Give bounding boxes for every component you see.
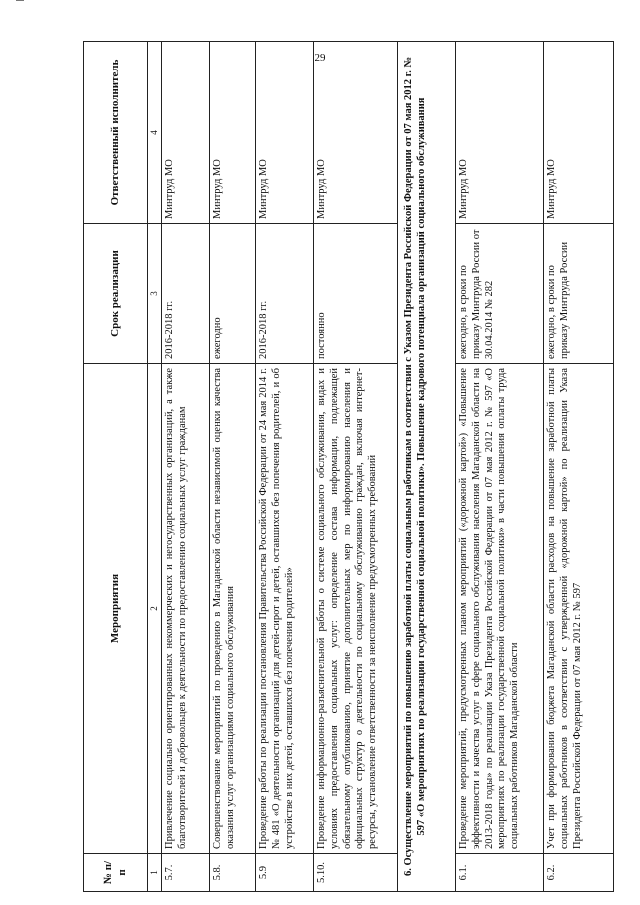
table-row — [255, 42, 313, 892]
row-executor: Минтруд МО — [543, 42, 613, 224]
row-activity: Проведение работы по реализации постановления Правительства Российской Федерации от 24 мая 2014 г. № 481 «О деятельности организаций для детей-сирот и детей, оставшихся без попечения родителей, и об устройстве в них детей, оставшихся без попечения родителей» — [255, 364, 313, 854]
col-number: 1 — [148, 854, 162, 892]
row-term: 2016-2018 гг. — [161, 224, 209, 364]
row-activity: Проведение мероприятий, предусмотренных планом мероприятий («дорожной картой») «Повышение эффективности и качества услуг в сфере социального обслуживания населения Магаданской области на 2013-2018 годы» по реализации Указа Президента Российской Федерации от 07 мая 2012 г. № 597 «О мероприятиях по реализации государственной социальной политики» в части повышения оплаты труда социальных работников Магаданской области — [455, 364, 543, 854]
row-activity: Учет при формировании бюджета Магаданской области расходов на повышение заработной платы социальных работников в соответствии с утвержденной «дорожной картой» по реализации Указа Президента Российской Федерации от 07 мая 2012 г. № 597 — [543, 364, 613, 854]
table-row — [313, 42, 397, 892]
row-activity: Привлечение социально ориентированных некоммерческих и негосударственных организаций, а также благотворителей и добровольцев к деятельности по предоставлению социальных услуг гражданам — [161, 364, 209, 854]
col-number: 3 — [148, 224, 162, 364]
row-executor: Минтруд МО — [455, 42, 543, 224]
row-activity: Совершенствование мероприятий по проведению в Магаданской области независимой оценки качества оказания услуг организациями социального обслуживания — [209, 364, 255, 854]
row-term: 2016-2018 гг. — [255, 224, 313, 364]
row-term: ежегодно — [209, 224, 255, 364]
column-number-row — [148, 42, 162, 892]
row-number: 5.9 — [255, 854, 313, 892]
row-term: ежегодно, в сроки по приказу Минтруда России — [543, 224, 613, 364]
row-executor: Минтруд МО — [313, 42, 397, 224]
col-number: 2 — [148, 364, 162, 854]
row-executor: Минтруд МО — [209, 42, 255, 224]
table-row — [543, 42, 613, 892]
table-row — [209, 42, 255, 892]
row-term: ежегодно, в сроки по приказу Минтруда России от 30.04.2014 № 282 — [455, 224, 543, 364]
row-number: 5.8. — [209, 854, 255, 892]
header-num: № п/п — [84, 854, 148, 892]
measures-table — [83, 41, 614, 892]
row-executor: Минтруд МО — [255, 42, 313, 224]
table-row — [161, 42, 209, 892]
row-executor: Минтруд МО — [161, 42, 209, 224]
col-number: 4 — [148, 42, 162, 224]
row-number: 6.1. — [455, 854, 543, 892]
section-row — [397, 42, 455, 892]
row-activity: Проведение информационно-разъяснительной работы о системе социального обслуживания, видах и условиях предоставления социальных услуг: определение состава информации, подлежащей обязательному опубликованию, принятие дополнительных мер по информированию населения и официальных структур о деятельности по социальному обслуживанию граждан, включая интернет-ресурсы, установление ответственности за неисполнение предусмотренных требований — [313, 364, 397, 854]
scan-edge-mark — [16, 0, 24, 1]
row-number: 5.10. — [313, 854, 397, 892]
table-header-row — [84, 42, 148, 892]
table-row — [455, 42, 543, 892]
row-term: постоянно — [313, 224, 397, 364]
section-heading: 6. Осуществление мероприятий по повышению заработной платы социальным работникам в соответствии с Указом Президента Российской Федерации от 07 мая 2012 г. № 597 «О мероприятиях по реализации государственной социальной политики». Повышение кадрового потенциала организаций социального обслуживания — [397, 42, 455, 892]
header-executor: Ответственный исполнитель — [84, 42, 148, 224]
row-number: 5.7. — [161, 854, 209, 892]
row-number: 6.2. — [543, 854, 613, 892]
header-term: Срок реализации — [84, 224, 148, 364]
header-activity: Мероприятия — [84, 364, 148, 854]
page-number: 29 — [314, 52, 326, 64]
rotated-table-container — [83, 42, 623, 892]
